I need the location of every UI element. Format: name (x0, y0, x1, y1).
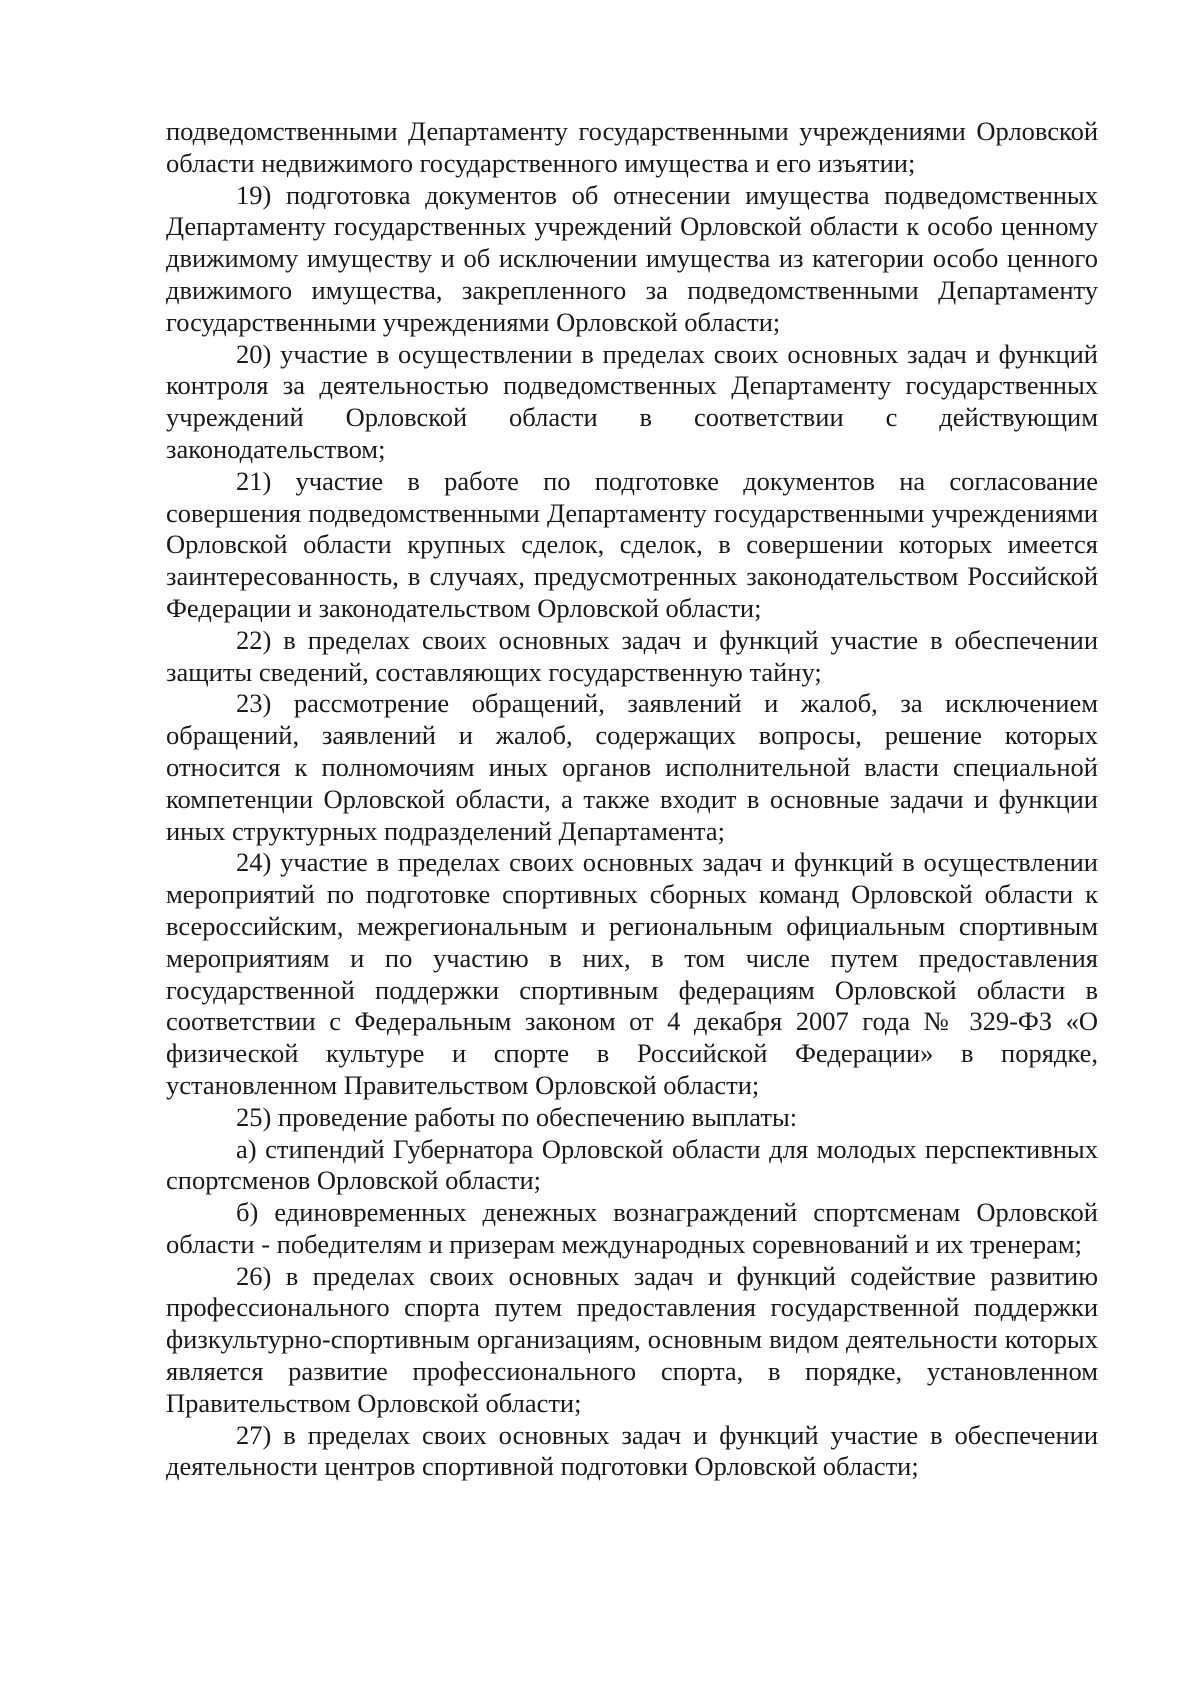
paragraph-item-20: 20) участие в осуществлении в пределах своих основных задач и функций контроля за деятельностью подведомственных Департаменту государственных учреждений Орловской области в соответствии с действующим законодательством; (166, 338, 1098, 464)
paragraph-item-21: 21) участие в работе по подготовке документов на согласование совершения подведомственными Департаменту государственными учреждениями Орловской области крупных сделок, сделок, в совершении которых имеется заинтересованность, в случаях, предусмотренных законодательством Российской Федерации и законодательством Орловской области; (166, 465, 1098, 623)
paragraph-subitem-a: а) стипендий Губернатора Орловской области для молодых перспективных спортсменов Орловской области; (166, 1133, 1098, 1196)
paragraph-item-23: 23) рассмотрение обращений, заявлений и жалоб, за исключением обращений, заявлений и жалоб, содержащих вопросы, решение которых относится к полномочиям иных органов исполнительной власти специальной компетенции Орловской области, а также входит в основные задачи и функции иных структурных подразделений Департамента; (166, 688, 1098, 846)
paragraph-item-22: 22) в пределах своих основных задач и функций участие в обеспечении защиты сведений, составляющих государственную тайну; (166, 624, 1098, 687)
paragraph-subitem-b: б) единовременных денежных вознаграждений спортсменам Орловской области - победителям и призерам международных соревнований и их тренерам; (166, 1197, 1098, 1259)
paragraph-item-26: 26) в пределах своих основных задач и функций содействие развитию профессионального спорта путем предоставления государственной поддержки физкультурно-спортивным организациям, основным видом деятельности которых является развитие профессионального спорта, в порядке, установленном Правительством Орловской области; (166, 1260, 1098, 1418)
paragraph-continuation: подведомственными Департаменту государственными учреждениями Орловской области недвижимого государственного имущества и его изъятии; (166, 116, 1098, 178)
document-page (166, 116, 1098, 1483)
paragraph-item-19: 19) подготовка документов об отнесении имущества подведомственных Департаменту государственных учреждений Орловской области к особо ценному движимому имуществу и об исключении имущества из категории особо ценного движимого имущества, закрепленного за подведомственными Департаменту государственными учреждениями Орловской области; (166, 179, 1098, 337)
paragraph-item-24: 24) участие в пределах своих основных задач и функций в осуществлении мероприятий по подготовке спортивных сборных команд Орловской области к всероссийским, межрегиональным и региональным официальным спортивным мероприятиям и по участию в них, в том числе путем предоставления государственной поддержки спортивным федерациям Орловской области в соответствии с Федеральным законом от 4 декабря 2007 года № 329-ФЗ «О физической культуре и спорте в Российской Федерации» в порядке, установленном Правительством Орловской области; (166, 847, 1098, 1100)
paragraph-item-25: 25) проведение работы по обеспечению выплаты: (236, 1101, 798, 1132)
paragraph-item-27: 27) в пределах своих основных задач и функций участие в обеспечении деятельности центров спортивной подготовки Орловской области; (166, 1419, 1098, 1482)
